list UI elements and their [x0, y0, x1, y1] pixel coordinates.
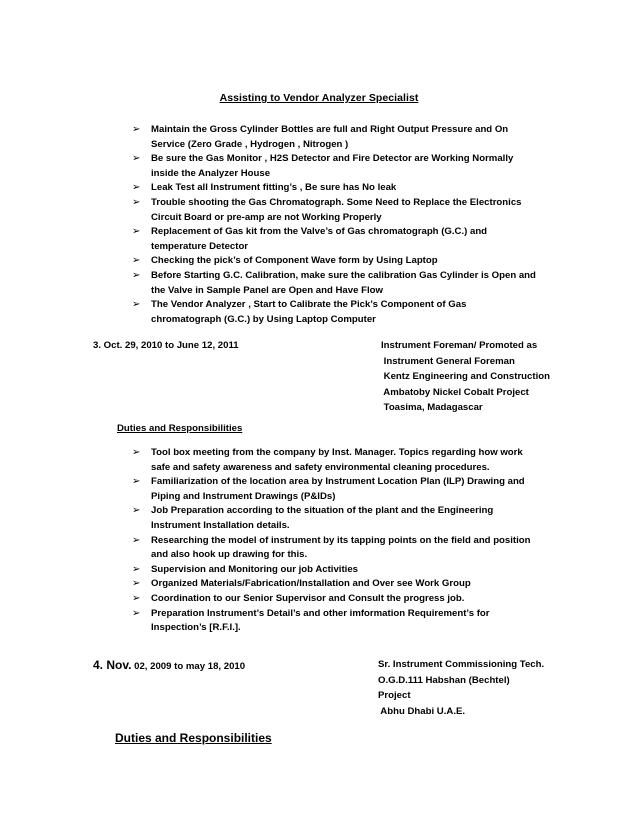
arrow-bullet-icon: ➢ — [132, 196, 141, 208]
list-item-line: chromatograph (G.C.) by Using Laptop Computer — [151, 313, 376, 325]
position-line: O.G.D.111 Habshan (Bechtel) — [378, 674, 510, 686]
list-item-line: Inspection’s [R.F.I.]. — [151, 622, 241, 634]
list-item — [132, 534, 572, 563]
list-item-line: safe and safety awareness and safety environmental cleaning procedures. — [151, 461, 490, 473]
arrow-bullet-icon: ➢ — [132, 607, 141, 619]
arrow-bullet-icon: ➢ — [132, 182, 141, 194]
list-item — [132, 446, 572, 475]
arrow-bullet-icon: ➢ — [132, 505, 141, 517]
list-item-line: Coordination to our Senior Supervisor and Consult the progress job. — [151, 592, 465, 604]
job-4-position — [378, 657, 544, 719]
list-item — [132, 607, 572, 636]
list-item-line: Job Preparation according to the situation of the plant and the Engineering — [151, 505, 494, 517]
position-line: Sr. Instrument Commissioning Tech. — [378, 659, 545, 670]
list-item — [132, 298, 572, 327]
list-item-line: and also hook up drawing for this. — [151, 549, 308, 561]
duties-heading-2: Duties and Responsibilities — [115, 731, 272, 745]
list-item-line: Researching the model of instrument by its tapping points on the field and position — [151, 534, 531, 546]
arrow-bullet-icon: ➢ — [132, 255, 141, 267]
list-item-line: Maintain the Gross Cylinder Bottles are full and Right Output Pressure and On — [151, 124, 509, 135]
list-item-line: Trouble shooting the Gas Chromatograph. Some Need to Replace the Electronics — [151, 196, 522, 208]
arrow-bullet-icon: ➢ — [132, 476, 141, 488]
list-item-line: Before Starting G.C. Calibration, make sure the calibration Gas Cylinder is Open and — [151, 269, 536, 281]
job-4-date-range: 02, 2009 to may 18, 2010 — [131, 661, 246, 672]
arrow-bullet-icon: ➢ — [132, 563, 141, 575]
list-item — [132, 577, 572, 592]
list-item-line: Replacement of Gas kit from the Valve’s of Gas chromatograph (G.C.) and — [151, 226, 488, 238]
job-4-number: 4. Nov. — [93, 658, 132, 672]
arrow-bullet-icon: ➢ — [132, 578, 141, 590]
arrow-bullet-icon: ➢ — [132, 124, 141, 135]
list-item-line: Organized Materials/Fabrication/Installation and Over see Work Group — [151, 578, 471, 590]
list-item-line: the Valve in Sample Panel are Open and Have Flow — [151, 284, 383, 296]
list-item-line: Supervision and Monitoring our job Activities — [151, 563, 358, 575]
list-item-line: Instrument Installation details. — [151, 519, 290, 531]
list-item — [132, 592, 572, 607]
arrow-bullet-icon: ➢ — [132, 269, 141, 281]
job-4-dates — [93, 658, 245, 675]
list-item-line: Checking the pick’s of Component Wave form by Using Laptop — [151, 255, 438, 267]
list-item — [132, 475, 572, 504]
arrow-bullet-icon: ➢ — [132, 447, 141, 458]
list-item — [132, 123, 572, 152]
page-title: Assisting to Vendor Analyzer Specialist — [219, 92, 419, 104]
job-3-dates: 3. Oct. 29, 2010 to June 12, 2011 — [93, 340, 239, 351]
position-line: Instrument Foreman/ Promoted as — [381, 340, 538, 351]
list-item — [132, 563, 572, 578]
arrow-bullet-icon: ➢ — [132, 299, 141, 311]
position-line: Abhu Dhabi U.A.E. — [378, 705, 466, 717]
arrow-bullet-icon: ➢ — [132, 534, 141, 546]
vendor-analyzer-duties-list — [132, 123, 572, 327]
job-3-position — [381, 338, 550, 416]
position-line: Toasima, Madagascar — [381, 402, 483, 414]
list-item-line: Familiarization of the location area by Instrument Location Plan (ILP) Drawing and — [151, 476, 525, 488]
list-item — [132, 504, 572, 533]
list-item-line: Preparation Instrument’s Detail’s and other imformation Requirement’s for — [151, 607, 490, 619]
position-line: Project — [378, 690, 411, 702]
list-item-line: Leak Test all Instrument fitting’s , Be sure has No leak — [151, 182, 397, 194]
arrow-bullet-icon: ➢ — [132, 226, 141, 238]
arrow-bullet-icon: ➢ — [132, 592, 141, 604]
job-3-duties-list — [132, 446, 572, 636]
list-item-line: temperature Detector — [151, 240, 249, 252]
list-item-line: The Vendor Analyzer , Start to Calibrate the Pick’s Component of Gas — [151, 299, 467, 311]
list-item — [132, 152, 572, 181]
list-item-line: inside the Analyzer House — [151, 167, 271, 179]
list-item — [132, 269, 572, 298]
list-item-line: Tool box meeting from the company by Inst. Manager. Topics regarding how work — [151, 447, 523, 458]
list-item-line: Piping and Instrument Drawings (P&IDs) — [151, 490, 336, 502]
list-item — [132, 181, 572, 196]
duties-heading-1: Duties and Responsibilities — [117, 423, 243, 434]
list-item-line: Be sure the Gas Monitor , H2S Detector and Fire Detector are Working Normally — [151, 153, 514, 165]
position-line: Kentz Engineering and Construction — [381, 371, 550, 383]
arrow-bullet-icon: ➢ — [132, 153, 141, 165]
list-item — [132, 254, 572, 269]
position-line: Instrument General Foreman — [381, 355, 515, 367]
list-item — [132, 225, 572, 254]
list-item-line: Service (Zero Grade , Hydrogen , Nitrogen ) — [151, 138, 349, 150]
list-item — [132, 196, 572, 225]
position-line: Ambatoby Nickel Cobalt Project — [381, 386, 529, 398]
list-item-line: Circuit Board or pre-amp are not Working Properly — [151, 211, 382, 223]
